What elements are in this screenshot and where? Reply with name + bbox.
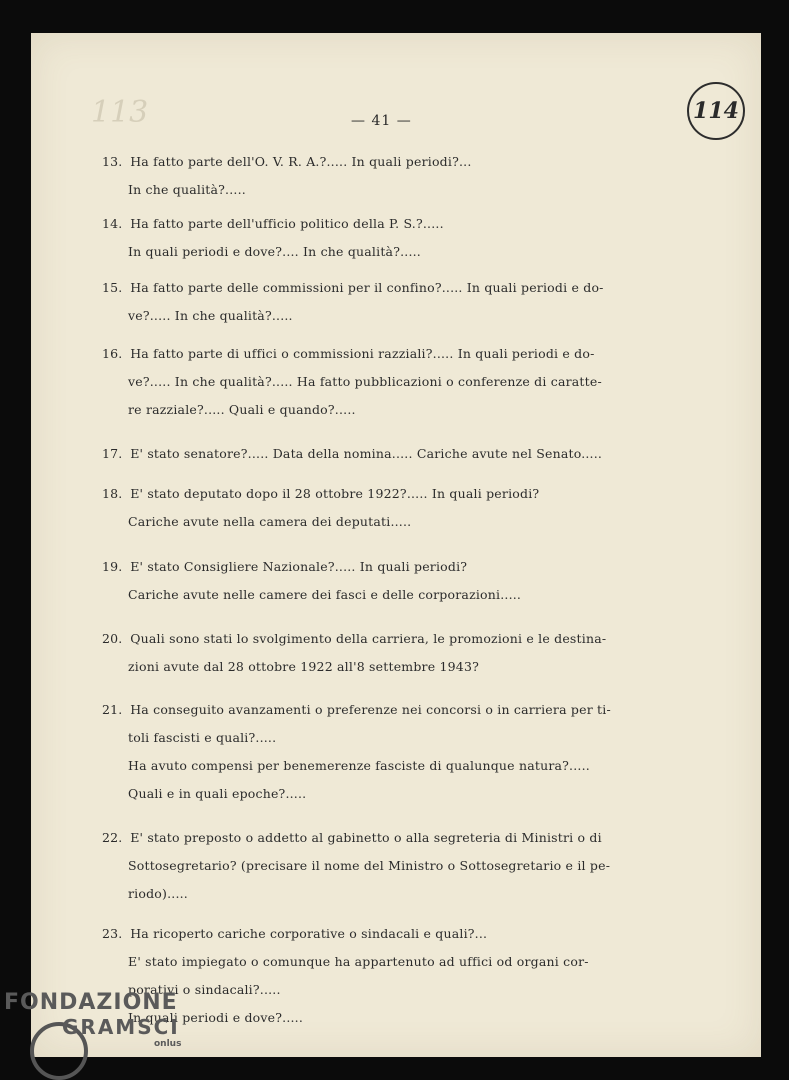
- question-text: Quali sono stati lo svolgimento della carriera, le promozioni e le destina-: [130, 631, 607, 646]
- page-number: — 41 —: [351, 113, 412, 129]
- question-number: 16.: [102, 346, 123, 361]
- question-text: Sottosegretario? (precisare il nome del Ministro o Sottosegretario e il pe-: [128, 858, 611, 873]
- question-text: Cariche avute nella camera dei deputati.....: [128, 514, 412, 529]
- question-text: ve?..... In che qualità?.....: [128, 308, 293, 323]
- watermark-line-2: GRAMSCI: [62, 1015, 180, 1039]
- question-text: Ha conseguito avanzamenti o preferenze nei concorsi o in carriera per ti-: [130, 702, 611, 717]
- question-text: E' stato preposto o addetto al gabinetto o alla segreteria di Ministri o di: [130, 830, 602, 845]
- question-text: porativi o sindacali?.....: [128, 982, 281, 997]
- question-18: [102, 480, 662, 536]
- question-number: 17.: [102, 446, 123, 461]
- question-text: Cariche avute nelle camere dei fasci e delle corporazioni.....: [128, 587, 522, 602]
- question-text: Ha ricoperto cariche corporative o sindacali e quali?...: [130, 926, 488, 941]
- question-text: E' stato deputato dopo il 28 ottobre 1922?..... In quali periodi?: [130, 486, 540, 501]
- question-text: zioni avute dal 28 ottobre 1922 all'8 settembre 1943?: [128, 659, 480, 674]
- question-13: [102, 148, 662, 204]
- question-number: 13.: [102, 154, 123, 169]
- question-number: 22.: [102, 830, 123, 845]
- question-14: [102, 210, 662, 266]
- question-20: [102, 625, 662, 681]
- question-text: Quali e in quali epoche?.....: [128, 786, 307, 801]
- question-number: 15.: [102, 280, 123, 295]
- archive-page-stamp: 114: [687, 82, 745, 140]
- watermark-line-3: onlus: [154, 1039, 182, 1049]
- question-text: E' stato impiegato o comunque ha appartenuto ad uffici od organi cor-: [128, 954, 589, 969]
- question-number: 19.: [102, 559, 123, 574]
- question-number: 23.: [102, 926, 123, 941]
- question-21: [102, 696, 662, 808]
- question-number: 18.: [102, 486, 123, 501]
- question-text: Ha fatto parte delle commissioni per il confino?..... In quali periodi e do-: [130, 280, 604, 295]
- question-15: [102, 274, 662, 330]
- question-text: toli fascisti e quali?.....: [128, 730, 277, 745]
- watermark: [4, 990, 181, 1049]
- question-text: In quali periodi e dove?.... In che qualità?.....: [128, 244, 421, 259]
- question-23: [102, 920, 662, 1032]
- question-number: 14.: [102, 216, 123, 231]
- question-number: 21.: [102, 702, 123, 717]
- question-text: In che qualità?.....: [128, 182, 246, 197]
- watermark-line-1: FONDAZIONE: [4, 990, 178, 1015]
- question-22: [102, 824, 662, 908]
- question-19: [102, 553, 662, 609]
- question-text: Ha avuto compensi per benemerenze fasciste di qualunque natura?.....: [128, 758, 590, 773]
- question-17: [102, 440, 662, 468]
- question-text: Ha fatto parte di uffici o commissioni razziali?..... In quali periodi e do-: [130, 346, 595, 361]
- bleed-through-page-number: 113: [91, 95, 149, 130]
- question-text: Ha fatto parte dell'O. V. R. A.?..... In quali periodi?...: [130, 154, 472, 169]
- question-text: riodo).....: [128, 886, 188, 901]
- question-text: E' stato Consigliere Nazionale?..... In quali periodi?: [130, 559, 468, 574]
- question-text: E' stato senatore?..... Data della nomina..... Cariche avute nel Senato.....: [130, 446, 603, 461]
- question-number: 20.: [102, 631, 123, 646]
- question-16: [102, 340, 662, 424]
- question-text: ve?..... In che qualità?..... Ha fatto pubblicazioni o conferenze di caratte-: [128, 374, 602, 389]
- question-text: re razziale?..... Quali e quando?.....: [128, 402, 356, 417]
- question-text: Ha fatto parte dell'ufficio politico della P. S.?.....: [130, 216, 444, 231]
- question-text: In quali periodi e dove?.....: [128, 1010, 304, 1025]
